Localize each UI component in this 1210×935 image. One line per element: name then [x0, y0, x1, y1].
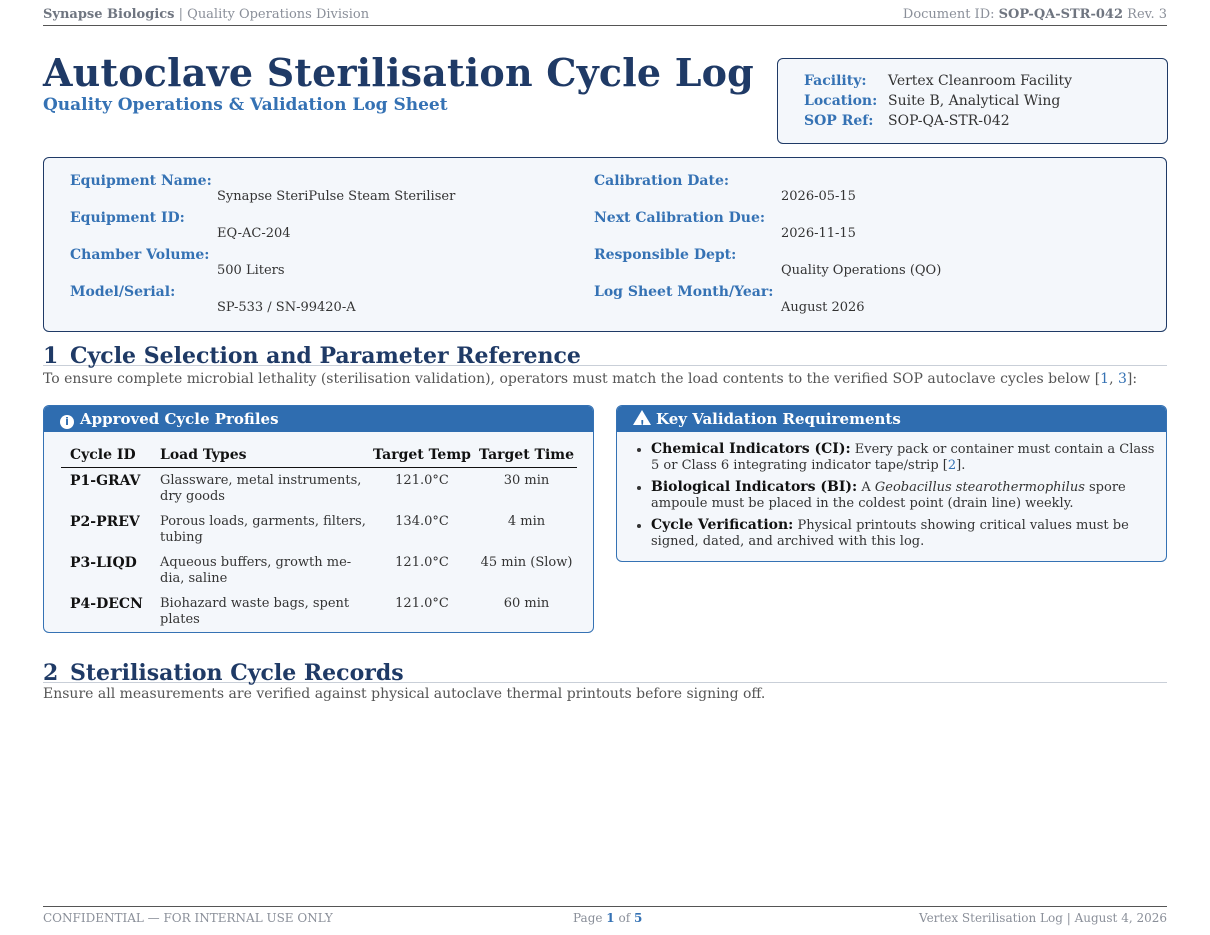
- table-header-row: [61, 442, 577, 468]
- target-temp: 121.0°C: [395, 555, 449, 570]
- field-value: Quality Operations (QO): [781, 263, 942, 278]
- doc-id: SOP-QA-STR-042: [998, 7, 1124, 22]
- section-1-intro: [43, 371, 1137, 387]
- field-value: EQ-AC-204: [217, 226, 291, 241]
- target-temp: 121.0°C: [395, 473, 449, 488]
- field-label: Log Sheet Month/Year:: [594, 284, 774, 300]
- target-time: 30 min: [503, 473, 550, 488]
- facility-label: Facility:: [804, 73, 867, 89]
- item-text: Physical printouts showing critical values must be signed, dated, and archived with this log.: [651, 518, 1129, 549]
- table-row: [61, 468, 577, 510]
- sop-ref-label: SOP Ref:: [804, 113, 874, 129]
- item-heading: Biological Indicators (BI):: [651, 479, 858, 495]
- species-name: Geobacillus stearothermophilus: [874, 480, 1085, 495]
- list-item: [651, 517, 1165, 550]
- section-number: 1: [43, 343, 59, 369]
- column-header: Cycle ID: [61, 442, 160, 468]
- cycle-id: P2-PREV: [70, 514, 140, 530]
- card-title: Key Validation Requirements: [656, 410, 901, 428]
- intro-text: To ensure complete microbial lethality (sterilisation validation), operators must match the load contents to the verified SOP autoclave cycles below [: [43, 371, 1101, 387]
- location-label: Location:: [804, 93, 878, 109]
- org-name: Synapse Biologics: [43, 7, 175, 22]
- item-text: A: [857, 480, 875, 495]
- card-header: [617, 406, 1166, 432]
- item-text: spore ampoule must be placed in the coldest point (drain line) weekly.: [651, 480, 1126, 511]
- footer-log-date: Vertex Sterilisation Log | August 4, 2026: [919, 911, 1167, 925]
- info-icon: i: [60, 415, 74, 429]
- target-time: 60 min: [503, 596, 550, 611]
- total-pages: 5: [633, 911, 643, 925]
- running-header: [43, 7, 1167, 26]
- card-header: [44, 406, 593, 432]
- page-label: Page: [573, 911, 607, 925]
- load-types: Aqueous buffers, growth me-dia, saline: [160, 555, 352, 586]
- table-row: [61, 591, 577, 632]
- header-org: Synapse Biologics | Quality Operations Division: [43, 7, 370, 22]
- cycle-id: P3-LIQD: [70, 555, 137, 571]
- list-item: [651, 479, 1165, 512]
- table-row: [61, 550, 577, 591]
- facility-box: [777, 58, 1168, 144]
- section-2-intro: Ensure all measurements are verified against physical autoclave thermal printouts before signing off.: [43, 686, 766, 702]
- page-of: of: [614, 911, 634, 925]
- doc-id-label: Document ID:: [902, 7, 995, 22]
- citation-link[interactable]: 2: [947, 458, 957, 473]
- sop-ref-value: SOP-QA-STR-042: [888, 113, 1010, 129]
- item-text-end: ].: [956, 458, 966, 473]
- revision: Rev. 3: [1127, 7, 1167, 22]
- section-2-heading: [43, 660, 1167, 686]
- field-value: August 2026: [781, 300, 865, 315]
- equipment-info-box: [43, 157, 1167, 332]
- cycle-id: P4-DECN: [70, 596, 143, 612]
- field-label: Equipment Name:: [70, 173, 212, 189]
- field-label: Responsible Dept:: [594, 247, 737, 263]
- target-temp: 134.0°C: [395, 514, 449, 529]
- warning-icon: !: [633, 410, 651, 425]
- field-label: Model/Serial:: [70, 284, 176, 300]
- citation-separator: ,: [1109, 371, 1118, 387]
- division-name: Quality Operations Division: [187, 7, 370, 22]
- section-title: Sterilisation Cycle Records: [70, 660, 404, 686]
- citation-link[interactable]: 1: [1100, 371, 1110, 387]
- header-doc-id: [903, 7, 1167, 22]
- item-heading: Cycle Verification:: [651, 517, 794, 533]
- validation-requirements-card: [616, 405, 1167, 562]
- load-types: Porous loads, garments, filters, tubing: [160, 514, 366, 545]
- section-number: 2: [43, 660, 59, 686]
- location-value: Suite B, Analytical Wing: [888, 93, 1061, 109]
- field-value: 500 Liters: [217, 263, 285, 278]
- column-header: Target Temp: [368, 442, 476, 468]
- current-page: 1: [606, 911, 615, 925]
- load-types: Glassware, metal instruments, dry goods: [160, 473, 362, 504]
- facility-value: Vertex Cleanroom Facility: [888, 73, 1073, 89]
- intro-text-end: ]:: [1126, 371, 1138, 387]
- cycle-profiles-table: [61, 442, 577, 632]
- field-label: Chamber Volume:: [70, 247, 210, 263]
- card-title: Approved Cycle Profiles: [80, 410, 279, 428]
- section-title: Cycle Selection and Parameter Reference: [70, 343, 581, 369]
- field-value: SP-533 / SN-99420-A: [217, 300, 356, 315]
- confidential-notice: CONFIDENTIAL — FOR INTERNAL USE ONLY: [43, 911, 333, 925]
- column-header: Target Time: [476, 442, 577, 468]
- section-1-heading: [43, 343, 1167, 369]
- field-value: Synapse SteriPulse Steam Steriliser: [217, 189, 456, 204]
- table-row: [61, 509, 577, 550]
- target-time: 4 min: [507, 514, 546, 529]
- page-subtitle: Quality Operations & Validation Log Sheet: [43, 95, 448, 115]
- target-temp: 121.0°C: [395, 596, 449, 611]
- column-header: Load Types: [160, 442, 368, 468]
- field-label: Next Calibration Due:: [594, 210, 766, 226]
- requirements-list: [635, 441, 1165, 555]
- cycle-id: P1-GRAV: [70, 473, 141, 489]
- target-time: 45 min (Slow): [480, 555, 573, 570]
- page-number: [573, 911, 642, 925]
- field-value: 2026-05-15: [781, 189, 856, 204]
- page-title: Autoclave Sterilisation Cycle Log: [43, 50, 754, 95]
- document-page: [43, 0, 1167, 935]
- citation-link[interactable]: 3: [1118, 371, 1127, 387]
- page-footer: [43, 906, 1167, 927]
- load-types: Biohazard waste bags, spent plates: [160, 596, 350, 627]
- item-heading: Chemical Indicators (CI):: [651, 441, 851, 457]
- field-label: Equipment ID:: [70, 210, 185, 226]
- cycle-profiles-card: [43, 405, 594, 633]
- field-label: Calibration Date:: [594, 173, 730, 189]
- item-text: Every pack or container must contain a Class 5 or Class 6 integrating indicator tape/strip [: [651, 442, 1155, 473]
- field-value: 2026-11-15: [781, 226, 856, 241]
- list-item: [651, 441, 1165, 474]
